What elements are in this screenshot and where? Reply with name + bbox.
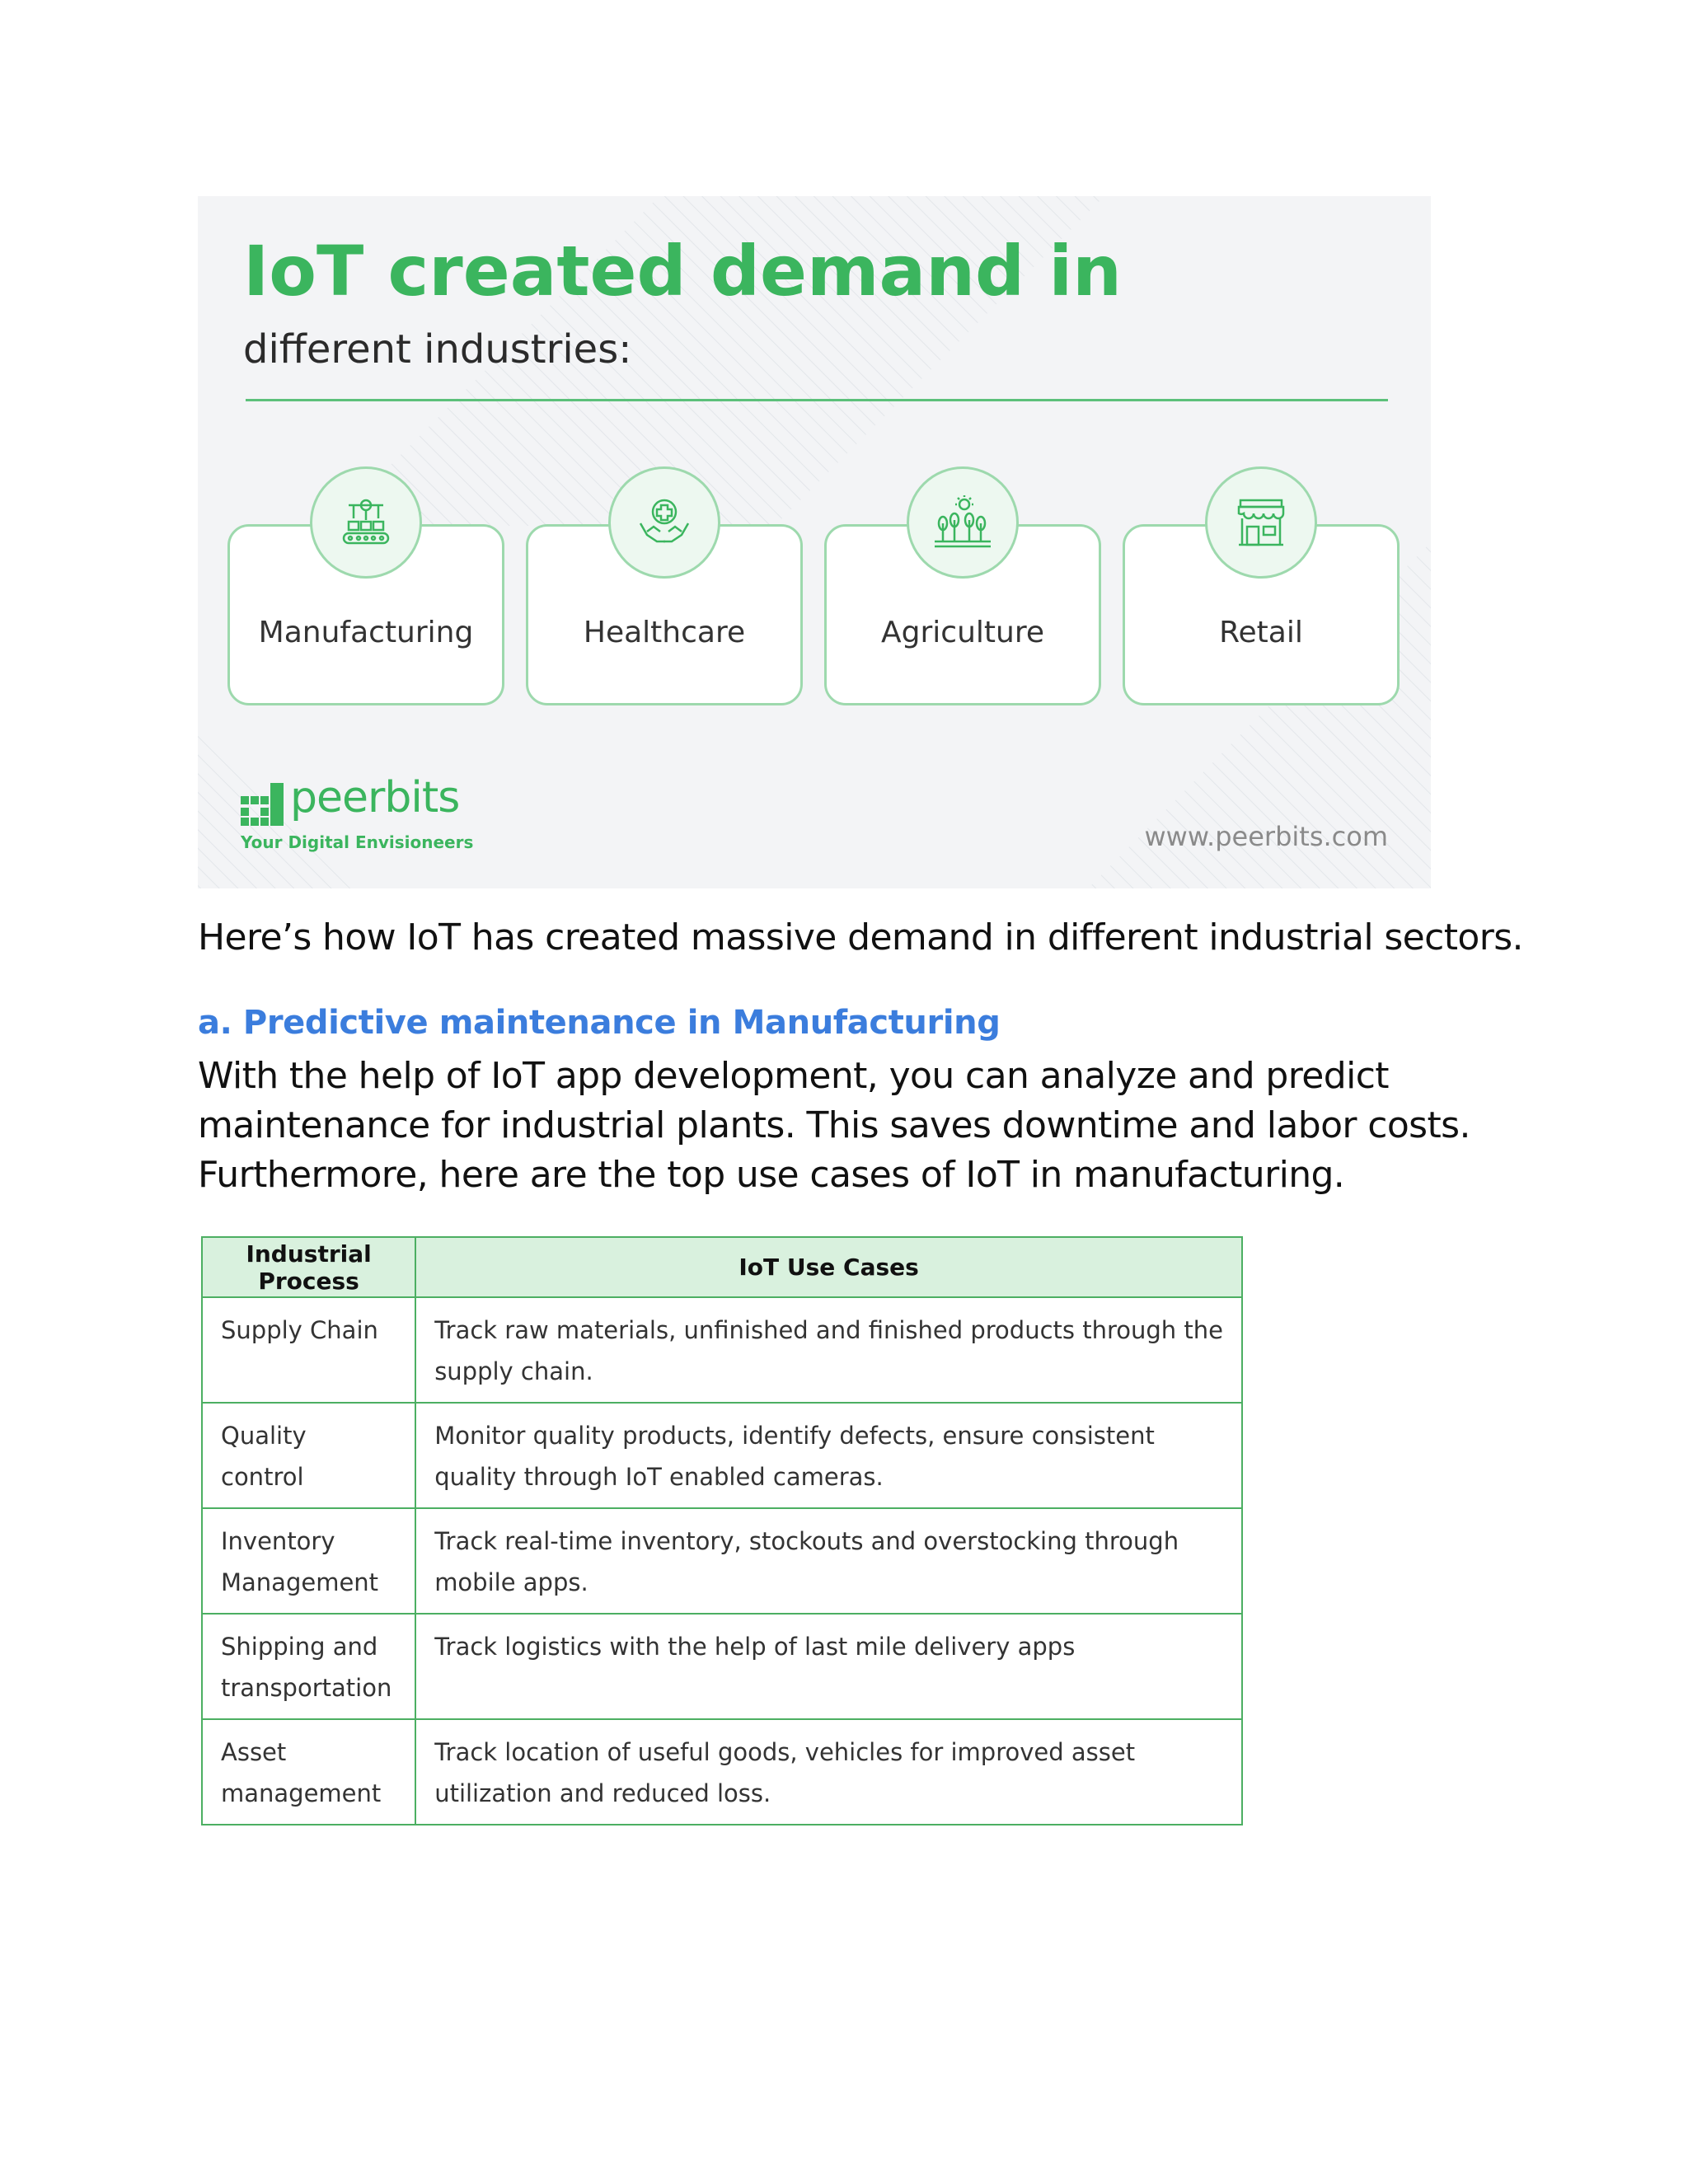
use-case-line: supply chain. [434, 1357, 593, 1385]
banner-subtitle: different industries: [243, 326, 632, 373]
table-row [202, 1297, 1242, 1403]
industry-card-label: Manufacturing [258, 616, 474, 649]
paragraph-line: maintenance for industrial plants. This saves downtime and labor costs. [198, 1104, 1470, 1146]
section-paragraph [198, 1052, 1484, 1200]
process-cell [202, 1614, 415, 1719]
process-line: Shipping and [221, 1633, 378, 1661]
use-case-cell [415, 1297, 1242, 1403]
use-cases-table [201, 1236, 1243, 1825]
column-header-use-cases: IoT Use Cases [415, 1237, 1242, 1297]
process-line: Asset management [221, 1738, 382, 1807]
peerbits-logo-icon [241, 783, 287, 829]
use-case-cell [415, 1614, 1242, 1719]
process-cell [202, 1508, 415, 1614]
table-row [202, 1719, 1242, 1825]
table-row [202, 1508, 1242, 1614]
website-url: www.peerbits.com [1144, 821, 1388, 852]
retail-store-icon [1205, 466, 1317, 579]
use-case-line: Monitor quality products, identify defects, ensure consistent [434, 1422, 1155, 1450]
table-row [202, 1614, 1242, 1719]
use-case-cell [415, 1719, 1242, 1825]
use-case-line: mobile apps. [434, 1568, 588, 1596]
paragraph-line: Furthermore, here are the top use cases of IoT in manufacturing. [198, 1154, 1345, 1196]
table-row [202, 1403, 1242, 1508]
process-cell [202, 1403, 415, 1508]
logo-wordmark: peerbits [290, 773, 460, 823]
column-header-process: Industrial Process [202, 1237, 415, 1297]
process-line: Inventory [221, 1527, 335, 1555]
process-line: transportation [221, 1674, 392, 1702]
process-line: Quality control [221, 1422, 307, 1491]
use-case-line: utilization and reduced loss. [434, 1779, 771, 1807]
banner-divider [246, 399, 1388, 401]
industry-card-label: Agriculture [881, 616, 1044, 649]
process-cell [202, 1297, 415, 1403]
use-case-line: Track location of useful goods, vehicles for improved asset [434, 1738, 1136, 1766]
banner-title: IoT created demand in [243, 231, 1122, 312]
process-line: Management [221, 1568, 379, 1596]
industry-card-label: Retail [1219, 616, 1303, 649]
use-case-line: Track logistics with the help of last mile delivery apps [434, 1633, 1076, 1661]
table-header-row [202, 1237, 1242, 1297]
intro-text: Here’s how IoT has created massive demand in different industrial sectors. [198, 916, 1523, 958]
manufacturing-icon [310, 466, 422, 579]
process-line: Supply Chain [221, 1316, 378, 1344]
logo-tagline: Your Digital Envisioneers [241, 832, 474, 852]
healthcare-icon [608, 466, 720, 579]
section-heading: a. Predictive maintenance in Manufacturing [198, 1004, 1001, 1042]
industry-card-label: Healthcare [583, 616, 746, 649]
use-case-line: Track raw materials, unfinished and finished products through the [434, 1316, 1223, 1344]
use-case-line: Track real-time inventory, stockouts and overstocking through [434, 1527, 1179, 1555]
use-case-cell [415, 1403, 1242, 1508]
use-case-cell [415, 1508, 1242, 1614]
paragraph-line: With the help of IoT app development, you can analyze and predict [198, 1055, 1389, 1097]
industries-banner [198, 196, 1431, 888]
agriculture-icon [907, 466, 1019, 579]
process-cell [202, 1719, 415, 1825]
use-case-line: quality through IoT enabled cameras. [434, 1463, 884, 1491]
